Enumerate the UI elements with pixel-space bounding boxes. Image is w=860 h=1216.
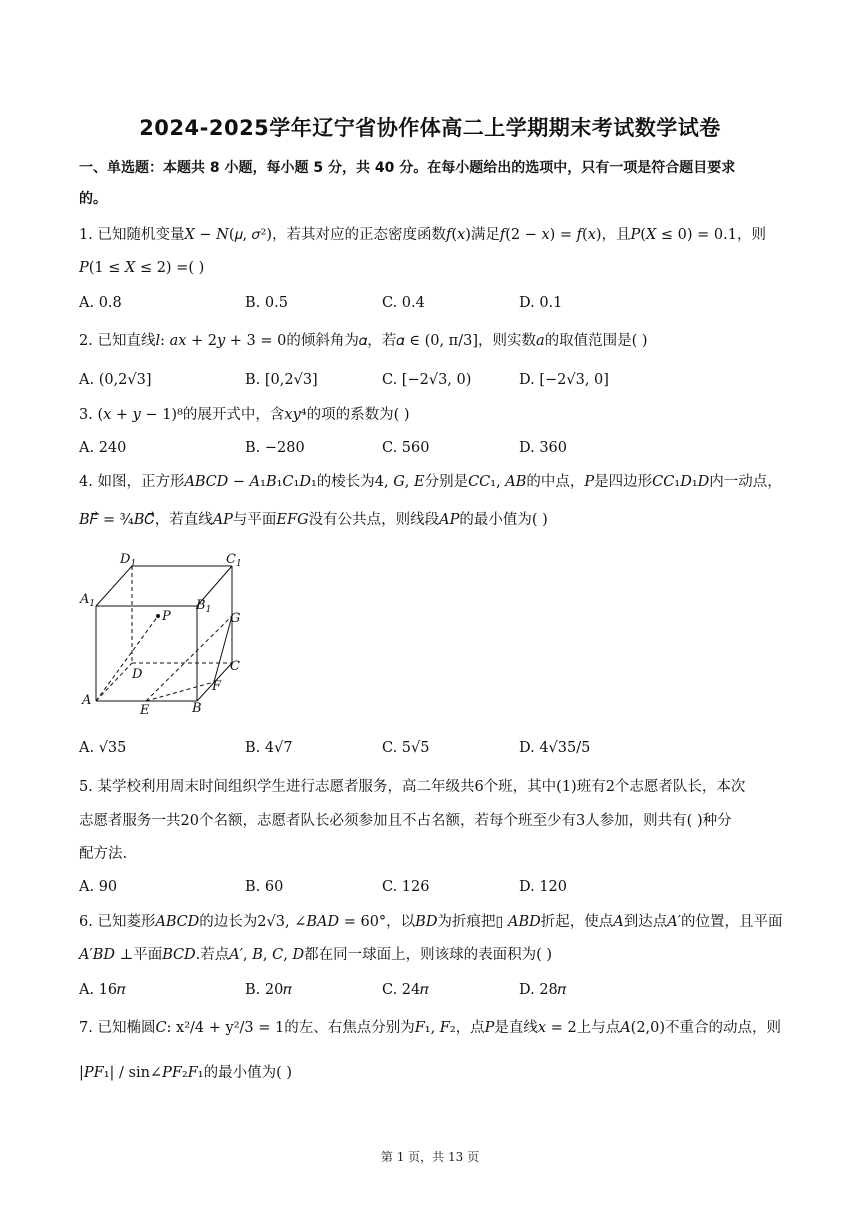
- question-6-option-d: D. 28𝜋: [519, 982, 567, 998]
- label-g: G: [230, 611, 241, 626]
- question-2-option-b: B. [0,2√3]: [245, 372, 318, 388]
- edge-a1-d1: [96, 566, 132, 606]
- question-4-option-a: A. √35: [79, 740, 127, 756]
- question-6-option-b: B. 20𝜋: [245, 982, 292, 998]
- label-b1: $B_1$: [196, 598, 212, 615]
- question-5-option-a: A. 90: [79, 879, 118, 895]
- question-6-option-c: C. 24𝜋: [382, 982, 429, 998]
- question-1-option-c: C. 0.4: [382, 295, 425, 311]
- question-7-line1: 7. 已知椭圆𝐶: x²/4 + y²/3 = 1的左、右焦点分别为𝐹₁, 𝐹₂，点𝑃是直线𝑥 = 2上与点𝐴(2,0)不重合的动点，则: [79, 1020, 782, 1036]
- question-4-line1: 4. 如图，正方形𝐴𝐵𝐶𝐷 − 𝐴₁𝐵₁𝐶₁𝐷₁的棱长为4, 𝐺, 𝐸分别是𝐶𝐶₁, 𝐴𝐵的中点，𝑃是四边形𝐶𝐶₁𝐷₁𝐷内一动点，: [79, 474, 782, 490]
- question-1-line1: 1. 已知随机变量𝑋 − 𝑁(𝜇, 𝜎²)，若其对应的正态密度函数𝑓(𝑥)满足𝑓(2 − 𝑥) = 𝑓(𝑥)，且𝑃(𝑋 ≤ 0) = 0.1，则: [79, 227, 766, 243]
- question-4-option-b: B. 4√7: [245, 740, 293, 756]
- question-5-option-b: B. 60: [245, 879, 284, 895]
- page-footer: 第 1 页，共 13 页: [380, 1150, 480, 1164]
- question-1-option-b: B. 0.5: [245, 295, 288, 311]
- question-1-option-d: D. 0.1: [519, 295, 563, 311]
- question-2-line1: 2. 已知直线𝑙: 𝑎𝑥 + 2𝑦 + 3 = 0的倾斜角为𝛼，若𝛼 ∈ (0, π/3]，则实数𝑎的取值范围是( ): [79, 333, 648, 349]
- point-p-dot: [156, 614, 160, 618]
- cube-figure: [76, 546, 276, 716]
- label-d1: $D_1$: [120, 552, 137, 569]
- question-5-line3: 配方法.: [79, 846, 128, 862]
- question-7-line2: |𝑃𝐹₁| / sin∠𝑃𝐹₂𝐹₁的最小值为( ): [79, 1065, 292, 1081]
- question-3-option-c: C. 560: [382, 440, 430, 456]
- section-heading-line2: 的。: [79, 191, 107, 207]
- question-4-option-c: C. 5√5: [382, 740, 430, 756]
- question-4-line2: 𝐵𝐹⃗ = ¾𝐵𝐶⃗，若直线𝐴𝑃与平面𝐸𝐹𝐺没有公共点，则线段𝐴𝑃的最小值为( ): [79, 512, 548, 528]
- question-5-line2: 志愿者服务一共20个名额，志愿者队长必须参加且不占名额，若每个班至少有3人参加，则共有( )种分: [79, 813, 732, 829]
- question-6-option-a: A. 16𝜋: [79, 982, 126, 998]
- question-2-option-d: D. [−2√3, 0]: [519, 372, 609, 388]
- question-1-option-a: A. 0.8: [79, 295, 122, 311]
- question-1-line2: 𝑃(1 ≤ 𝑋 ≤ 2) =( ): [79, 260, 205, 276]
- label-a: A: [82, 693, 92, 708]
- question-3-option-b: B. −280: [245, 440, 305, 456]
- question-2-option-c: C. [−2√3, 0): [382, 372, 472, 388]
- question-3-line1: 3. (𝑥 + 𝑦 − 1)⁸的展开式中，含𝑥𝑦⁴的项的系数为( ): [79, 407, 410, 423]
- label-d: D: [132, 667, 143, 682]
- question-6-line2: 𝐴′𝐵𝐷 ⊥平面𝐵𝐶𝐷.若点𝐴′, 𝐵, 𝐶, 𝐷都在同一球面上，则该球的表面积为( ): [79, 947, 552, 963]
- question-3-option-d: D. 360: [519, 440, 568, 456]
- label-b: B: [192, 701, 202, 716]
- question-5-line1: 5. 某学校利用周末时间组织学生进行志愿者服务，高二年级共6个班，其中(1)班有2个志愿者队长，本次: [79, 779, 746, 795]
- label-e: E: [140, 703, 150, 716]
- label-c1: $C_1$: [226, 552, 242, 569]
- segment-a-p: [96, 616, 158, 701]
- question-6-line1: 6. 已知菱形𝐴𝐵𝐶𝐷的边长为2√3, ∠𝐵𝐴𝐷 = 60°，以𝐵𝐷为折痕把▯ 𝐴𝐵𝐷折起，使点𝐴到达点𝐴′的位置，且平面: [79, 914, 783, 930]
- question-4-option-d: D. 4√35/5: [519, 740, 591, 756]
- section-heading-line1: 一、单选题：本题共 8 小题，每小题 5 分，共 40 分。在每小题给出的选项中，只有一项是符合题目要求: [79, 160, 736, 176]
- question-2-option-a: A. (0,2√3]: [79, 372, 152, 388]
- label-c: C: [230, 659, 240, 674]
- label-f: F: [212, 679, 222, 694]
- question-5-option-d: D. 120: [519, 879, 568, 895]
- question-5-option-c: C. 126: [382, 879, 430, 895]
- label-p: P: [162, 609, 171, 624]
- question-3-option-a: A. 240: [79, 440, 127, 456]
- label-a1: $A_1$: [80, 592, 96, 609]
- segment-e-f: [146, 682, 214, 701]
- page-title: 2024-2025学年辽宁省协作体高二上学期期末考试数学试卷: [139, 116, 721, 140]
- edge-a-d: [96, 663, 132, 701]
